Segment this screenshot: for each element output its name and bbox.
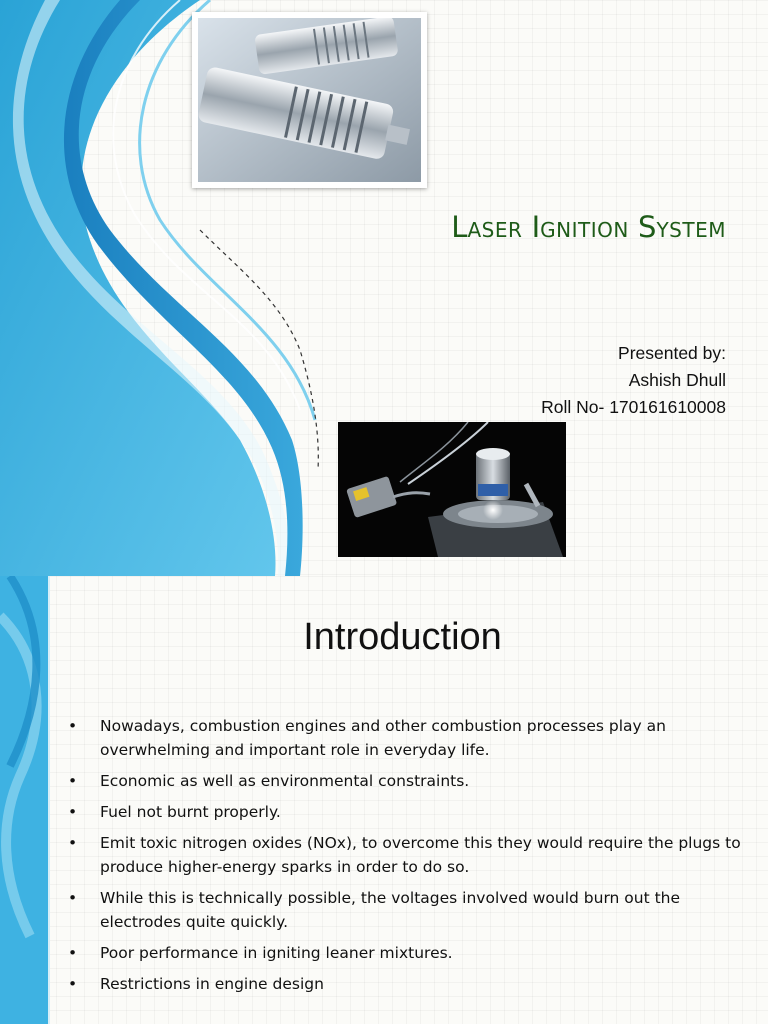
title-word: IGNITION (531, 210, 629, 244)
bullet-item: • Fuel not burnt properly. (64, 800, 744, 824)
bullet-item: • Emit toxic nitrogen oxides (NOx), to overcome this they would require the plugs to produce higher-energy sparks in order to do so. (64, 831, 744, 879)
spark-plug-image (198, 18, 421, 182)
bullet-item: • While this is technically possible, the voltages involved would burn out the electrodes quite quickly. (64, 886, 744, 934)
laser-ignition-image (338, 422, 566, 557)
presenter-info (541, 340, 726, 421)
introduction-title: Introduction (303, 616, 502, 658)
roll-number: Roll No- 170161610008 (541, 397, 726, 417)
bullet-item: • Restrictions in engine design (64, 972, 744, 996)
spark-plug-photo (192, 12, 427, 188)
bullet-list (64, 714, 744, 1003)
title-word: SYSTEM (638, 210, 726, 244)
bullet-item: • Economic as well as environmental constraints. (64, 769, 744, 793)
bullet-item: • Poor performance in igniting leaner mixtures. (64, 941, 744, 965)
bullet-item: • Nowadays, combustion engines and other combustion processes play an overwhelming and important role in everyday life. (64, 714, 744, 762)
title-word: LASER (451, 210, 523, 244)
slide-title (300, 203, 726, 254)
presenter-name: Ashish Dhull (628, 370, 726, 390)
presented-by-label: Presented by: (618, 343, 726, 363)
